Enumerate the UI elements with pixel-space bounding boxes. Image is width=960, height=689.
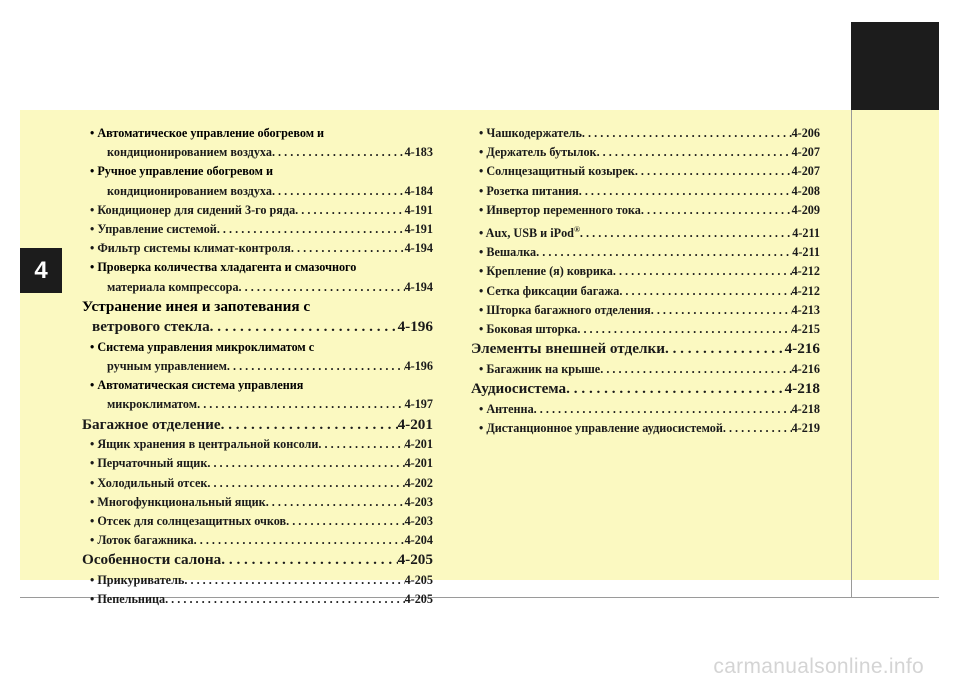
toc-entry-title: [479, 220, 580, 243]
toc-page-number: 4-201: [397, 415, 433, 433]
toc-entry-title: • Холодильный отсек: [90, 475, 208, 490]
dot-leader: [184, 571, 404, 590]
toc-page-number: 4-207: [791, 164, 820, 179]
dot-leader: [580, 224, 792, 243]
toc-entry[interactable]: [82, 493, 433, 512]
toc-entry-title: • Инвертор переменного тока: [479, 202, 641, 217]
watermark-text: carmanualsonline.info: [713, 655, 924, 678]
toc-page-number: 4-205: [404, 572, 433, 587]
toc-entry-title: • Управление системой: [90, 222, 217, 237]
toc-page-number: 4-196: [397, 318, 433, 336]
toc-entry[interactable]: [82, 143, 433, 162]
toc-entry-line[interactable]: • Система управления микроклиматом с: [90, 339, 315, 354]
toc-entry[interactable]: [471, 220, 820, 243]
toc-section-title: Багажное отделение: [82, 415, 221, 433]
toc-page-number: 4-209: [791, 202, 820, 217]
toc-entry-title: • Отсек для солнцезащитных очков: [90, 513, 287, 528]
dot-leader: [207, 454, 404, 473]
toc-page-number: 4-213: [791, 302, 820, 317]
toc-section-heading[interactable]: [82, 415, 433, 436]
toc-entry[interactable]: [82, 278, 433, 297]
toc-entry[interactable]: [471, 124, 820, 143]
toc-entry[interactable]: [82, 474, 433, 493]
toc-page-number: 4-216: [784, 340, 820, 358]
dot-leader: [221, 415, 398, 436]
toc-page-number: 4-206: [791, 126, 820, 140]
toc-section-title: Элементы внешней отделки: [471, 340, 665, 358]
dot-leader: [272, 182, 405, 201]
toc-entry-title: кондиционированием воздуха: [107, 183, 272, 198]
dot-leader: [272, 143, 405, 162]
toc-entry-title: • Ящик хранения в центральной консоли: [90, 437, 319, 452]
toc-page-number: 4-203: [404, 513, 433, 528]
dot-leader: [227, 357, 405, 376]
chapter-tab-block: [851, 22, 939, 110]
toc-section-heading[interactable]: [471, 339, 820, 360]
toc-entry-title: • Пепельница: [90, 592, 166, 607]
toc-left-column: [82, 124, 433, 609]
toc-entry-title: • Шторка багажного отделения: [479, 302, 651, 317]
toc-page-number: 4-215: [791, 322, 820, 337]
dot-leader: [665, 339, 785, 360]
dot-leader: [577, 320, 791, 339]
toc-page-number: 4-211: [792, 245, 820, 260]
toc-entry[interactable]: [82, 512, 433, 531]
toc-entry-title: • Розетка питания: [479, 183, 579, 198]
toc-entry-title: • Антенна: [479, 401, 534, 416]
dot-leader: [286, 512, 404, 531]
toc-page-number: 4-183: [404, 145, 433, 160]
toc-page-number: 4-194: [404, 241, 433, 256]
toc-page-number: 4-191: [404, 222, 433, 237]
toc-section-heading[interactable]: [471, 379, 820, 400]
toc-page-number: 4-205: [404, 592, 433, 607]
toc-entry[interactable]: [82, 531, 433, 550]
toc-entry-line[interactable]: • Автоматическое управление обогревом и: [90, 126, 325, 140]
toc-entry[interactable]: [471, 162, 820, 181]
dot-leader: [613, 262, 792, 281]
dot-leader: [579, 182, 792, 201]
toc-entry-title: • Перчаточный ящик: [90, 456, 208, 471]
dot-leader: [210, 317, 398, 338]
toc-page-number: 4-201: [404, 456, 433, 471]
toc-entry[interactable]: [471, 301, 820, 320]
toc-entry[interactable]: [471, 201, 820, 220]
dot-leader: [536, 243, 792, 262]
toc-entry-title: • Боковая шторка: [479, 322, 578, 337]
toc-page-number: 4-201: [404, 437, 433, 452]
dot-leader: [217, 220, 405, 239]
toc-entry-title: • Солнцезащитный козырек: [479, 164, 635, 179]
toc-entry[interactable]: [82, 590, 433, 609]
toc-page-number: 4-197: [404, 397, 433, 412]
toc-entry-title: материала компрессора: [107, 279, 239, 294]
toc-page-number: 4-211: [792, 226, 820, 241]
toc-entry-line[interactable]: • Ручное управление обогревом и: [90, 164, 274, 179]
toc-page-number: 4-196: [404, 359, 433, 374]
toc-entry[interactable]: [471, 320, 820, 339]
dot-leader: [600, 360, 791, 379]
toc-entry[interactable]: [82, 435, 433, 454]
dot-leader: [207, 474, 404, 493]
toc-entry[interactable]: [82, 182, 433, 201]
toc-entry[interactable]: [471, 182, 820, 201]
toc-section-title: Особенности салона: [82, 551, 222, 569]
toc-page-number: 4-212: [791, 283, 820, 298]
toc-entry-title: • Многофункциональный ящик: [90, 494, 266, 509]
toc-entry[interactable]: [82, 201, 433, 220]
dot-leader: [295, 201, 404, 220]
dot-leader: [597, 143, 792, 162]
dot-leader: [534, 400, 792, 419]
toc-entry[interactable]: [471, 360, 820, 379]
dot-leader: [266, 493, 405, 512]
dot-leader: [291, 239, 405, 258]
toc-entry[interactable]: [471, 262, 820, 281]
dot-leader: [723, 419, 792, 438]
toc-entry-title: • Вешалка: [479, 245, 537, 260]
toc-entry-title: • Прикуриватель: [90, 572, 185, 587]
dot-leader: [194, 531, 405, 550]
toc-entry-title: кондиционированием воздуха: [107, 145, 272, 160]
dot-leader: [635, 162, 792, 181]
toc-entry-title: ручным управлением: [107, 359, 227, 374]
toc-page-number: 4-219: [791, 420, 820, 435]
dot-leader: [318, 435, 404, 454]
toc-page-number: 4-204: [404, 533, 433, 548]
dot-leader: [165, 590, 404, 609]
toc-entry-title: • Дистанционное управление аудиосистемой: [479, 420, 723, 435]
toc-right-column: [471, 124, 820, 438]
toc-entry[interactable]: [82, 395, 433, 414]
toc-entry[interactable]: [471, 400, 820, 419]
toc-page-number: 4-203: [404, 494, 433, 509]
toc-entry[interactable]: [82, 454, 433, 473]
toc-entry[interactable]: [82, 571, 433, 590]
dot-leader: [197, 395, 404, 414]
toc-entry-line[interactable]: • Автоматическая система управления: [90, 378, 304, 393]
toc-page-number: 4-184: [404, 183, 433, 198]
chapter-number-badge: 4: [20, 248, 62, 293]
toc-entry-title: • Лоток багажника: [90, 533, 194, 548]
dot-leader: [239, 278, 405, 297]
toc-entry-title: • Держатель бутылок: [479, 145, 597, 160]
toc-entry-title: • Чашкодержатель: [479, 126, 582, 140]
dot-leader: [619, 282, 791, 301]
toc-entry[interactable]: [82, 357, 433, 376]
toc-entry-title: микроклиматом: [107, 397, 198, 412]
toc-section-heading[interactable]: [82, 550, 433, 571]
toc-page-number: 4-205: [397, 551, 433, 569]
toc-page-number: 4-202: [404, 475, 433, 490]
dot-leader: [641, 201, 792, 220]
dot-leader: [651, 301, 792, 320]
toc-entry[interactable]: [471, 143, 820, 162]
toc-page-number: 4-218: [784, 380, 820, 397]
toc-entry-title: • Фильтр системы климат-контроля: [90, 241, 291, 256]
vertical-divider: [851, 110, 852, 597]
toc-entry[interactable]: [471, 243, 820, 262]
toc-section-heading-line[interactable]: Устранение инея и запотевания с: [82, 297, 311, 315]
toc-entry[interactable]: [82, 239, 433, 258]
toc-page-number: 4-207: [791, 145, 820, 160]
toc-page-number: 4-216: [791, 361, 820, 376]
dot-leader: [566, 379, 784, 400]
toc-page-number: 4-212: [791, 264, 820, 279]
toc-entry[interactable]: [82, 220, 433, 239]
toc-section-title: ветрового стекла: [92, 318, 210, 336]
toc-page-number: 4-218: [791, 401, 820, 416]
toc-entry-title-text: • Aux, USB и iPod: [479, 226, 574, 241]
toc-section-title: Аудиосистема: [471, 380, 567, 397]
toc-entry-line[interactable]: • Проверка количества хладагента и смазочного: [90, 260, 357, 275]
toc-page-number: 4-191: [404, 202, 433, 217]
toc-entry-title: • Багажник на крыше: [479, 361, 601, 376]
toc-entry[interactable]: [471, 282, 820, 301]
registered-mark: ®: [573, 225, 580, 235]
toc-section-heading[interactable]: [82, 317, 433, 338]
toc-entry-title: • Сетка фиксации багажа: [479, 283, 620, 298]
toc-entry-title: • Крепление (я) коврика: [479, 264, 613, 279]
toc-entry-title: • Кондиционер для сидений 3-го ряда: [90, 202, 296, 217]
toc-page-number: 4-194: [404, 279, 433, 294]
dot-leader: [221, 550, 397, 571]
dot-leader: [582, 124, 792, 143]
toc-page-number: 4-208: [791, 183, 820, 198]
toc-entry[interactable]: [471, 419, 820, 438]
